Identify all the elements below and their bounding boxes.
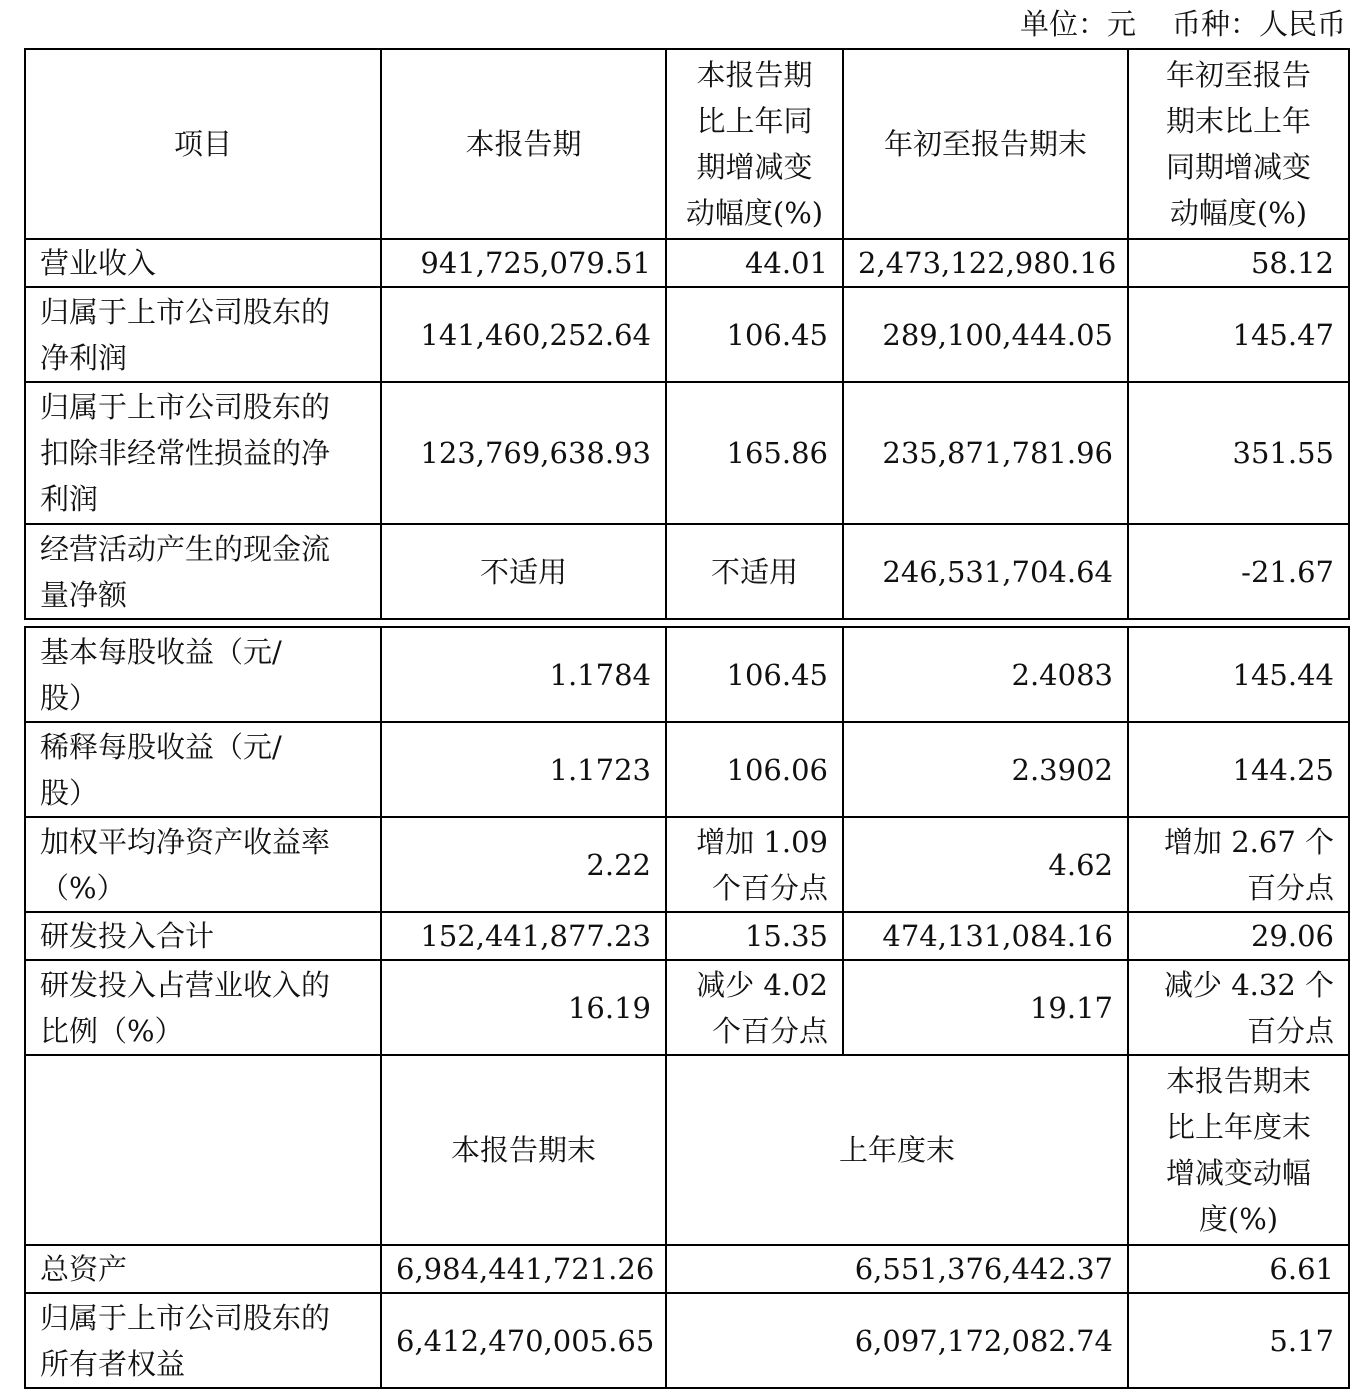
cell-line: 总资产 <box>40 1252 128 1286</box>
cell-line: 研发投入合计 <box>40 919 215 953</box>
current-value: 2.22 <box>381 817 666 912</box>
table-row <box>25 1245 1349 1293</box>
cell-line: 稀释每股收益（元/ <box>40 729 282 764</box>
cell-line: 股） <box>40 680 99 715</box>
cell-line: 106.45 <box>726 657 828 692</box>
table-row <box>25 524 1349 619</box>
cell-line: 比上年度末 <box>1165 1110 1311 1144</box>
cell-line: 106.45 <box>726 317 828 352</box>
row-label <box>25 239 381 287</box>
ytd-yoy-value <box>1128 912 1349 960</box>
current-yoy-value <box>666 817 843 912</box>
row-label <box>25 1245 381 1293</box>
header-period-end: 本报告期末 <box>381 1055 666 1245</box>
header-line: 期末比上年 <box>1165 104 1311 138</box>
table-row <box>25 722 1349 817</box>
cell-line: 增减变动幅 <box>1165 1156 1311 1190</box>
current-yoy-value <box>666 960 843 1055</box>
prior-year-end-value: 6,097,172,082.74 <box>666 1293 1128 1388</box>
ytd-yoy-value <box>1128 239 1349 287</box>
table-row <box>25 912 1349 960</box>
ytd-value: 2,473,122,980.16 <box>843 239 1128 287</box>
header-line: 本报告期 <box>696 58 813 92</box>
row-label <box>25 627 381 722</box>
table-row <box>25 960 1349 1055</box>
cell-line: 58.12 <box>1250 246 1334 280</box>
current-value: 941,725,079.51 <box>381 239 666 287</box>
header-current-yoy <box>666 49 843 239</box>
header-line: 年初至报告 <box>1165 58 1311 92</box>
ytd-yoy-value <box>1128 382 1349 524</box>
current-yoy-value <box>666 382 843 524</box>
table-row <box>25 1293 1349 1388</box>
current-yoy-value <box>666 239 843 287</box>
row-label <box>25 524 381 619</box>
cell-line: 百分点 <box>1246 1013 1334 1048</box>
header-current: 本报告期 <box>381 49 666 239</box>
header-ytd-yoy <box>1128 49 1349 239</box>
table-row <box>25 239 1349 287</box>
cell-line: 106.06 <box>726 752 828 787</box>
header-item-empty <box>25 1055 381 1245</box>
header-change <box>1128 1055 1349 1245</box>
cell-line: （%） <box>40 870 126 905</box>
header-item: 项目 <box>25 49 381 239</box>
current-yoy-value <box>666 524 843 619</box>
ytd-yoy-value <box>1128 817 1349 912</box>
cell-line: 扣除非经常性损益的净 <box>40 436 331 470</box>
header-line: 比上年同 <box>696 104 813 138</box>
row-label <box>25 722 381 817</box>
cell-line: 归属于上市公司股东的 <box>40 1300 331 1335</box>
ytd-yoy-value <box>1128 524 1349 619</box>
header-line: 动幅度(%) <box>1169 196 1308 230</box>
row-label <box>25 817 381 912</box>
ytd-value: 246,531,704.64 <box>843 524 1128 619</box>
row-label <box>25 382 381 524</box>
header-ytd: 年初至报告期末 <box>843 49 1128 239</box>
table-row <box>25 382 1349 524</box>
header-line: 动幅度(%) <box>685 196 824 230</box>
cell-line: 减少 4.32 个 <box>1163 967 1334 1002</box>
cell-line: 加权平均净资产收益率 <box>40 824 331 859</box>
ytd-value: 2.3902 <box>843 722 1128 817</box>
cell-line: 本报告期末 <box>1165 1064 1311 1098</box>
table-row <box>25 817 1349 912</box>
change-value: 6.61 <box>1128 1245 1349 1293</box>
ytd-value: 474,131,084.16 <box>843 912 1128 960</box>
period-end-value: 6,984,441,721.26 <box>381 1245 666 1293</box>
header-line: 同期增减变 <box>1165 150 1311 184</box>
cell-line: 15.35 <box>744 919 828 953</box>
cell-line: 经营活动产生的现金流 <box>40 531 331 566</box>
ytd-yoy-value <box>1128 722 1349 817</box>
cell-line: 增加 1.09 <box>696 824 828 859</box>
header-row <box>25 49 1349 239</box>
cell-line: 百分点 <box>1246 870 1334 905</box>
ytd-value: 235,871,781.96 <box>843 382 1128 524</box>
cell-line: 净利润 <box>40 340 128 375</box>
cell-line: 基本每股收益（元/ <box>40 634 282 669</box>
ytd-yoy-value <box>1128 287 1349 382</box>
cell-line: 144.25 <box>1232 752 1334 787</box>
cell-line: 个百分点 <box>711 870 828 905</box>
period-end-value: 6,412,470,005.65 <box>381 1293 666 1388</box>
cell-line: 股） <box>40 775 99 810</box>
current-value: 1.1723 <box>381 722 666 817</box>
cell-line: 29.06 <box>1250 919 1334 953</box>
cell-line: -21.67 <box>1241 554 1334 589</box>
table-row <box>25 287 1349 382</box>
financial-table-top <box>24 48 1350 620</box>
ytd-value: 4.62 <box>843 817 1128 912</box>
ytd-value: 2.4083 <box>843 627 1128 722</box>
current-value: 16.19 <box>381 960 666 1055</box>
current-yoy-value <box>666 627 843 722</box>
current-value: 不适用 <box>381 524 666 619</box>
cell-line: 营业收入 <box>40 246 157 280</box>
current-value: 1.1784 <box>381 627 666 722</box>
ytd-yoy-value <box>1128 627 1349 722</box>
change-value: 5.17 <box>1128 1293 1349 1388</box>
current-yoy-value <box>666 722 843 817</box>
ytd-value: 19.17 <box>843 960 1128 1055</box>
cell-line: 所有者权益 <box>40 1346 186 1381</box>
row-label <box>25 960 381 1055</box>
cell-line: 量净额 <box>40 577 128 612</box>
cell-line: 个百分点 <box>711 1013 828 1048</box>
header-line: 期增减变 <box>696 150 813 184</box>
row-label <box>25 912 381 960</box>
current-value: 152,441,877.23 <box>381 912 666 960</box>
header-row-balance <box>25 1055 1349 1245</box>
currency-label: 币种：人民币 <box>1171 7 1346 41</box>
cell-line: 比例（%） <box>40 1013 184 1048</box>
ytd-value: 289,100,444.05 <box>843 287 1128 382</box>
unit-line <box>1020 0 1346 48</box>
row-label <box>25 1293 381 1388</box>
header-prior-year-end: 上年度末 <box>666 1055 1128 1245</box>
cell-line: 165.86 <box>726 436 828 470</box>
ytd-yoy-value <box>1128 960 1349 1055</box>
prior-year-end-value: 6,551,376,442.37 <box>666 1245 1128 1293</box>
financial-table-bottom <box>24 626 1350 1389</box>
row-label <box>25 287 381 382</box>
cell-line: 不适用 <box>710 554 798 589</box>
cell-line: 利润 <box>40 482 99 516</box>
cell-line: 145.47 <box>1232 317 1334 352</box>
cell-line: 351.55 <box>1232 436 1334 470</box>
cell-line: 145.44 <box>1232 657 1334 692</box>
current-yoy-value <box>666 287 843 382</box>
current-value: 141,460,252.64 <box>381 287 666 382</box>
cell-line: 增加 2.67 个 <box>1163 824 1334 859</box>
table-row <box>25 627 1349 722</box>
cell-line: 减少 4.02 <box>696 967 828 1002</box>
cell-line: 度(%) <box>1198 1202 1279 1236</box>
cell-line: 研发投入占营业收入的 <box>40 967 331 1002</box>
cell-line: 归属于上市公司股东的 <box>40 390 331 424</box>
current-yoy-value <box>666 912 843 960</box>
current-value: 123,769,638.93 <box>381 382 666 524</box>
cell-line: 归属于上市公司股东的 <box>40 294 331 329</box>
cell-line: 44.01 <box>744 246 828 280</box>
unit-label: 单位：元 <box>1019 7 1136 41</box>
